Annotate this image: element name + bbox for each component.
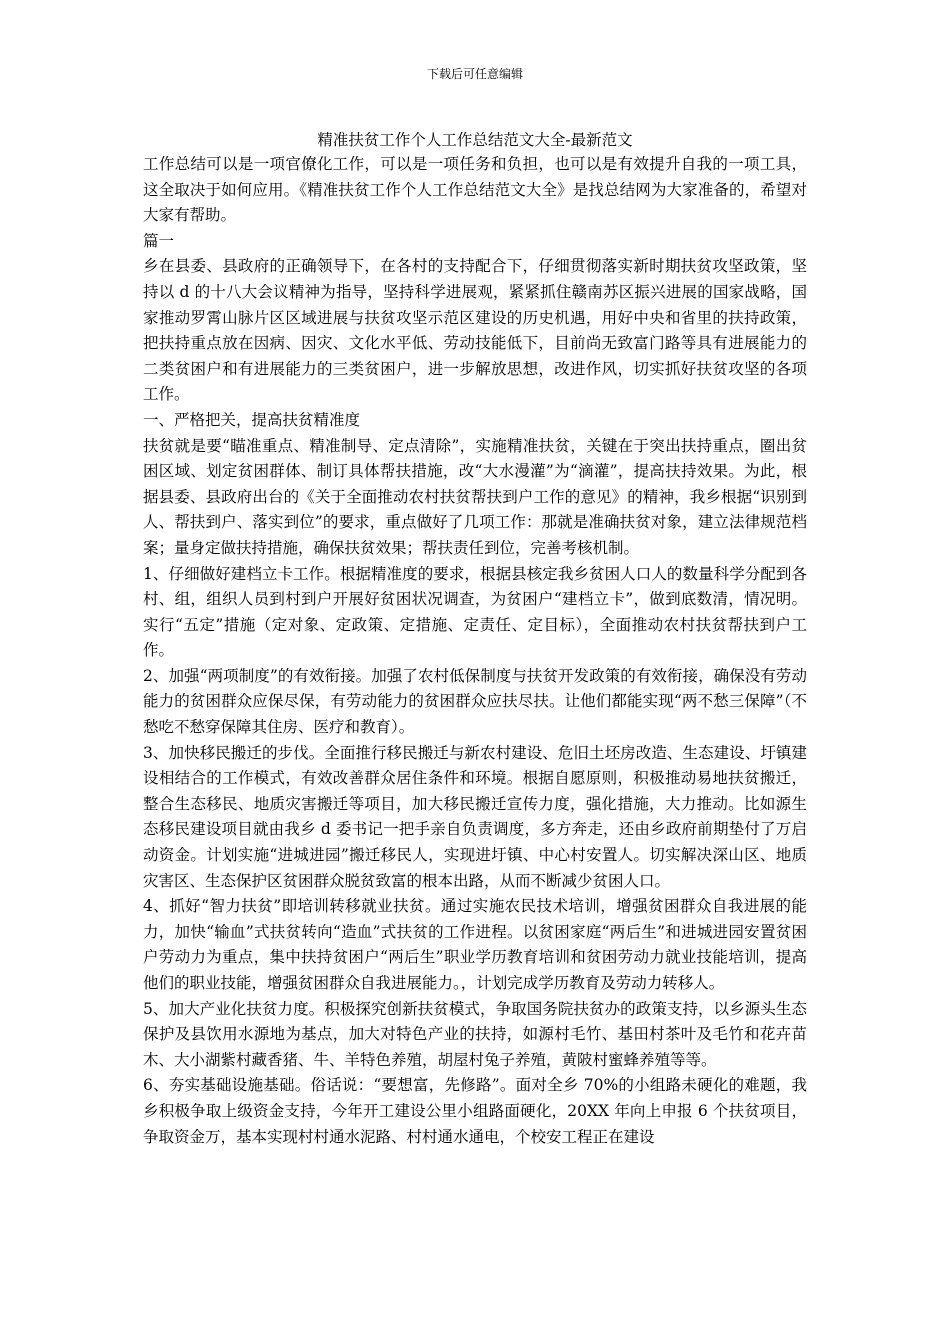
list-item-paragraph: 2、加强“两项制度”的有效衔接。加强了农村低保制度与扶贫开发政策的有效衔接，确保没有劳动能力的贫困群众应保尽保，有劳动能力的贫困群众应扶尽扶。让他们都能实现“两不愁三保障”（不愁吃不愁穿保障其住房、医疗和教育）。 [143, 666, 807, 737]
body-paragraph: 乡在县委、县政府的正确领导下，在各村的支持配合下，仔细贯彻落实新时期扶贫攻坚政策，坚持以 d 的十八大会议精神为指导，坚持科学进展观，紧紧抓住赣南苏区振兴进展的国家战略，国家推动罗霄山脉片区区域进展与扶贫攻坚示范区建设的历史机遇，用好中央和省里的扶持政策，把扶持重点放在因病、因灾、文化水平低、劳动技能低下，目前尚无致富门路等具有进展能力的二类贫困户和有进展能力的三类贫困户，进一步解放思想，改进作风，切实抓好扶贫攻坚的各项工作。 [143, 257, 807, 404]
header-note: 下载后可任意编辑 [426, 67, 523, 81]
list-item-paragraph: 4、抓好“智力扶贫”即培训转移就业扶贫。通过实施农民技术培训，增强贫困群众自我进展的能力，加快“输血”式扶贫转向“造血”式扶贫的工作进程。以贫困家庭“两后生”和进城进园安置贫困户劳动力为重点，集中扶持贫困户“两后生”职业学历教育培训和贫困劳动力就业技能培训，提高他们的职业技能，增强贫困群众自我进展能力。，计划完成学历教育及劳动力转移人。 [143, 897, 807, 992]
section-label-part-one: 篇一 [143, 231, 175, 250]
document-title: 精准扶贫工作个人工作总结范文大全-最新范文 [317, 131, 633, 149]
document-body [143, 152, 807, 1150]
intro-paragraph: 工作总结可以是一项官僚化工作，可以是一项任务和负担，也可以是有效提升自我的一项工具，这全取决于如何应用。《精准扶贫工作个人工作总结范文大全》是找总结网为大家准备的，希望对大家有帮助。 [143, 155, 807, 225]
list-item-paragraph: 3、加快移民搬迁的步伐。全面推行移民搬迁与新农村建设、危旧土坯房改造、生态建设、圩镇建设相结合的工作模式，有效改善群众居住条件和环境。根据自愿原则，积极推动易地扶贫搬迁，整合生态移民、地质灾害搬迁等项目，加大移民搬迁宣传力度，强化措施，大力推动。比如源生态移民建设项目就由我乡 d 委书记一把手亲自负责调度，多方奔走，还由乡政府前期垫付了万启动资金。计划实施“进城进园”搬迁移民人，实现进圩镇、中心村安置人。切实解决深山区、地质灾害区、生态保护区贫困群众脱贫致富的根本出路，从而不断减少贫困人口。 [143, 743, 807, 890]
list-item-paragraph: 1、仔细做好建档立卡工作。根据精准度的要求，根据县核定我乡贫困人口人的数量科学分配到各村、组，组织人员到村到户开展好贫困状况调查，为贫困户“建档立卡”，做到底数清，情况明。实行“五定”措施（定对象、定政策、定措施、定责任、定目标），全面推动农村扶贫帮扶到户工作。 [143, 564, 807, 660]
list-item-paragraph: 6、夯实基础设施基础。俗话说：“要想富，先修路”。面对全乡 70%的小组路未硬化的难题，我乡积极争取上级资金支持，今年开工建设公里小组路面硬化，20XX 年向上申报 6 个扶贫项目，争取资金万，基本实现村村通水泥路、村村通水通电，个校安工程正在建设 [143, 1076, 807, 1146]
list-item-paragraph: 5、加大产业化扶贫力度。积极探究创新扶贫模式，争取国务院扶贫办的政策支持，以乡源头生态保护及县饮用水源地为基点，加大对特色产业的扶持，如源村毛竹、基田村茶叶及毛竹和花卉苗木、大小湖紫村藏香猪、牛、羊特色养殖，胡屋村兔子养殖，黄陂村蜜蜂养殖等等。 [143, 999, 807, 1069]
body-paragraph: 扶贫就是要“瞄准重点、精准制导、定点清除”，实施精准扶贫，关键在于突出扶持重点，圈出贫困区域、划定贫困群体、制订具体帮扶措施，改“大水漫灌”为“滴灌”，提高扶持效果。为此，根据县委、县政府出台的《关于全面推动农村扶贫帮扶到户工作的意见》的精神，我乡根据“识别到人、帮扶到户、落实到位”的要求，重点做好了几项工作：那就是准确扶贫对象，建立法律规范档案；量身定做扶持措施，确保扶贫效果；帮扶责任到位，完善考核机制。 [143, 436, 807, 557]
section-heading: 一、严格把关，提高扶贫精准度 [143, 410, 361, 429]
